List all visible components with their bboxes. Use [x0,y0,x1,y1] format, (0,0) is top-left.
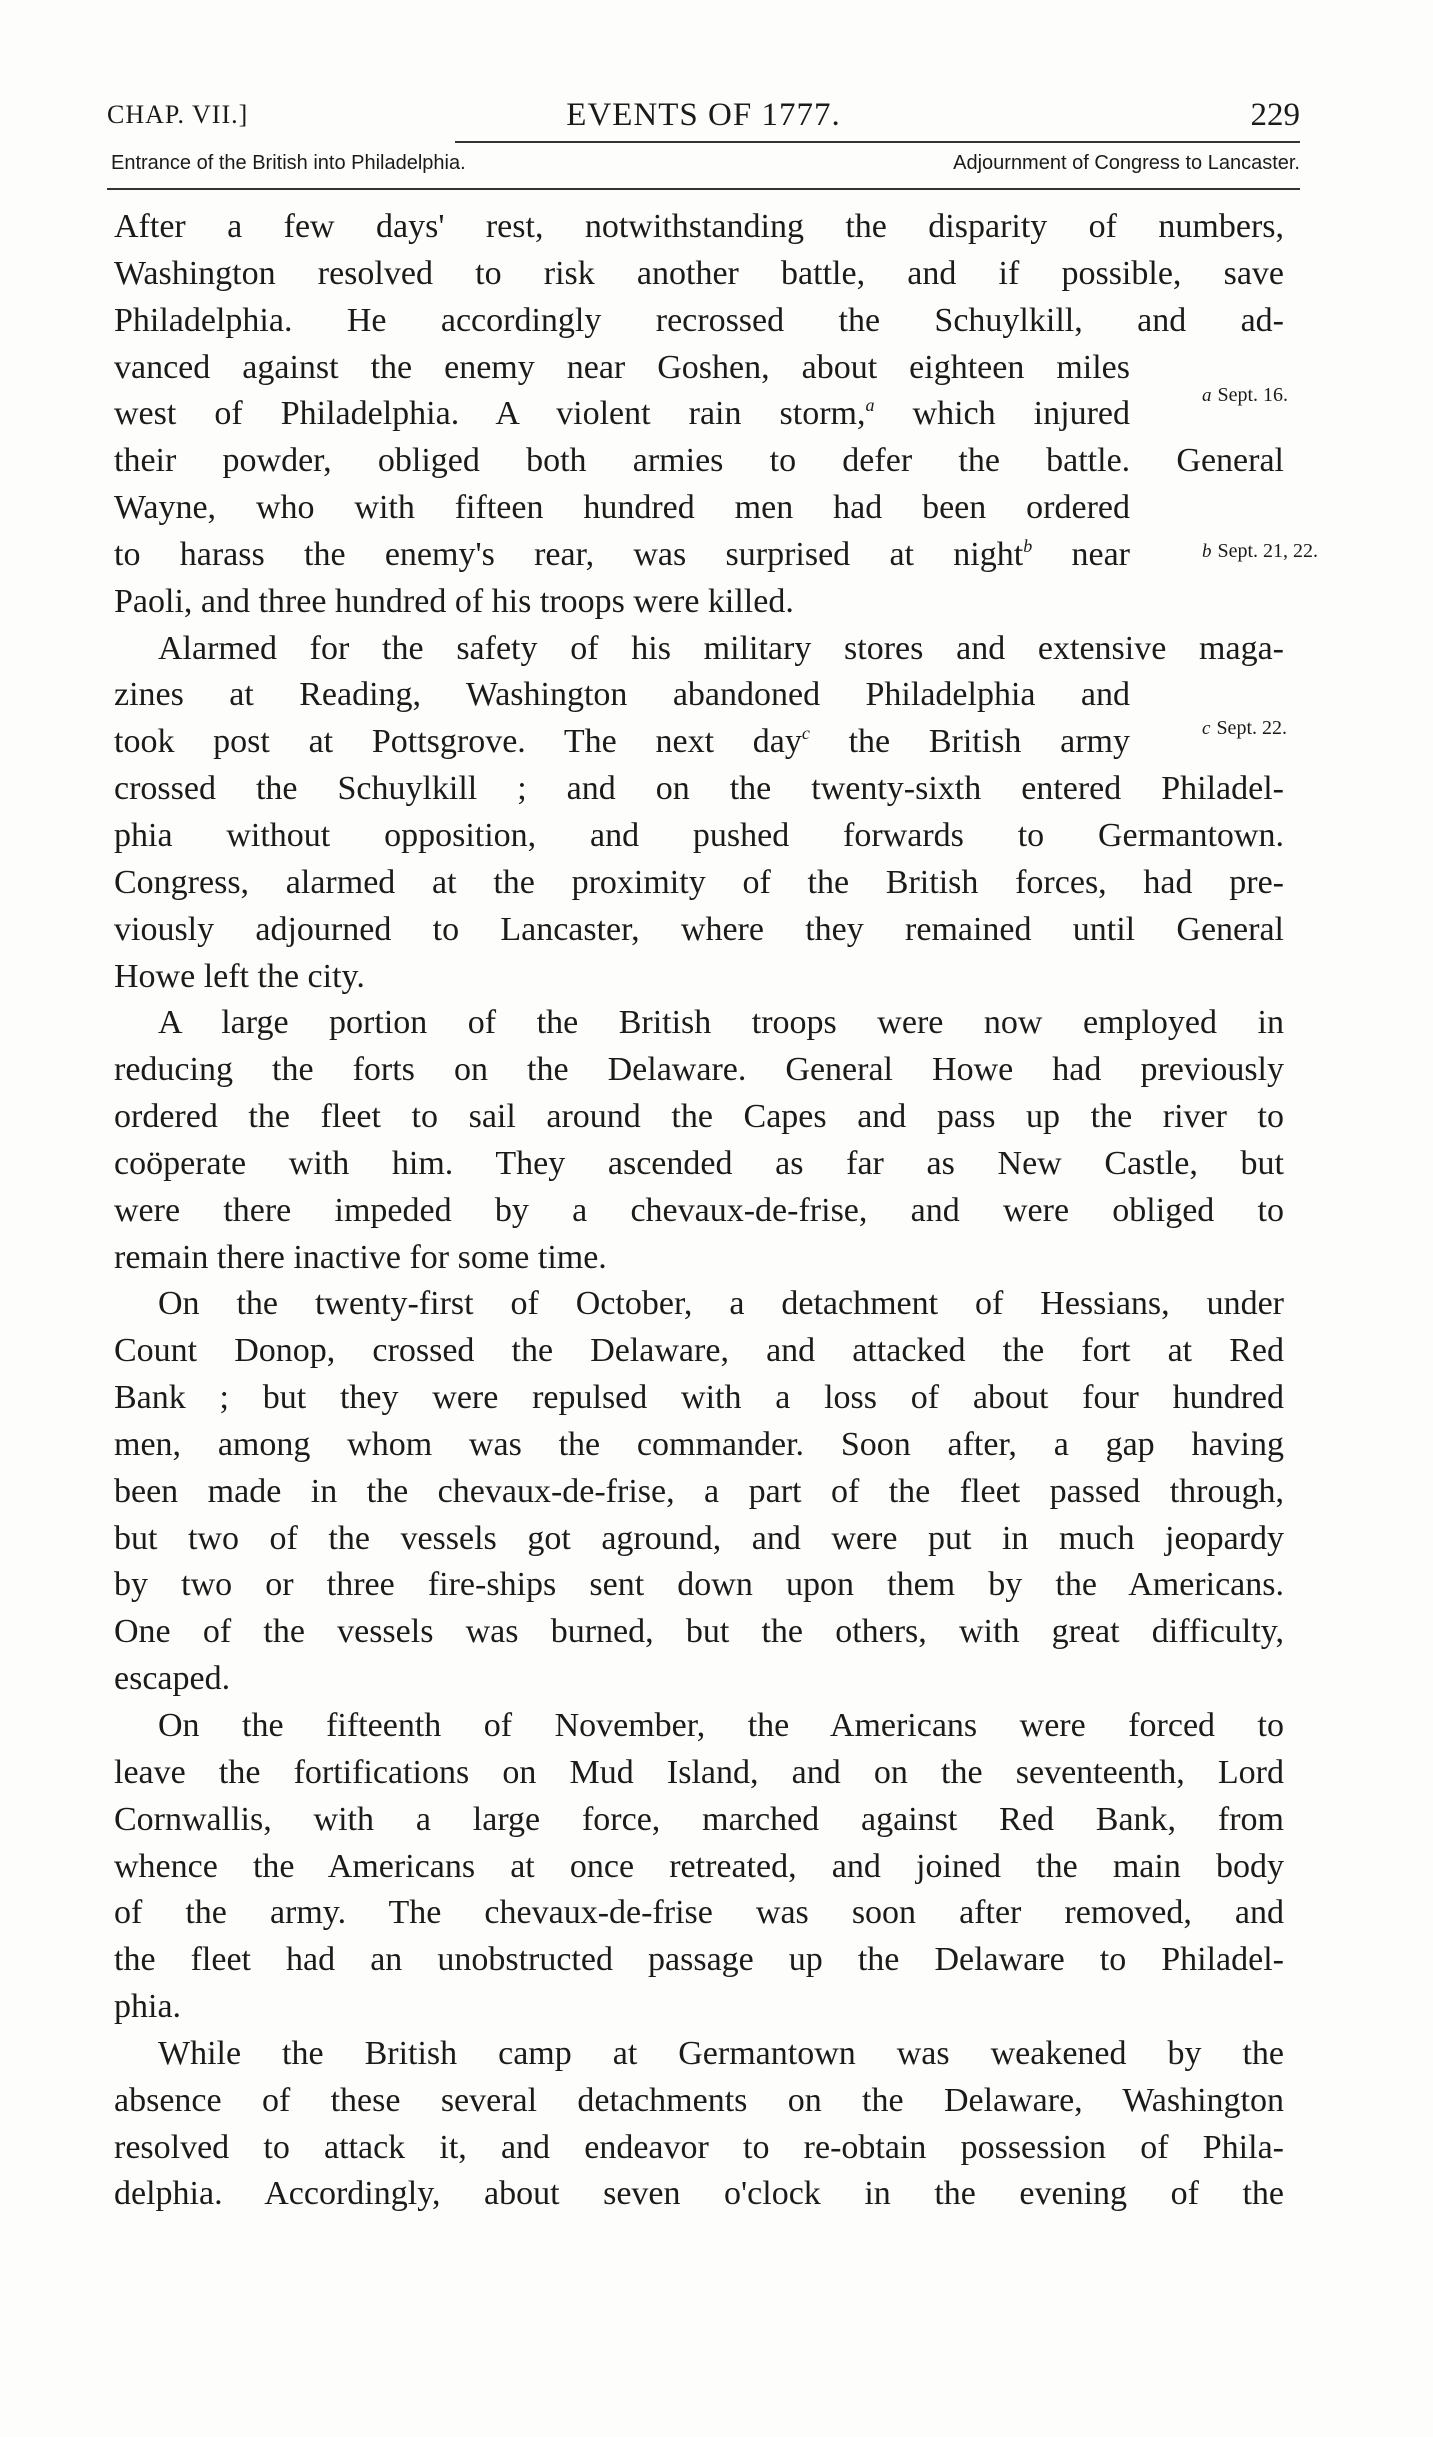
margin-note-a [1202,384,1288,407]
text-line: absence of these several detachments on the Delaware, Washington [114,2081,1284,2119]
text-line: zines at Reading, Washington abandoned Philadelphia and [114,676,1130,714]
margin-note-text: Sept. 21, 22. [1217,540,1319,562]
margin-note-mark: b [1202,541,1212,562]
footnote-mark: a [865,395,875,416]
text-line: west of Philadelphia. A violent rain storm,$^a$ which injured [114,395,1130,433]
text-line: resolved to attack it, and endeavor to re-obtain possession of Phila- [114,2128,1284,2166]
text-line: Bank ; but they were repulsed with a loss of about four hundred [114,1379,1284,1417]
text-line: One of the vessels was burned, but the others, with great difficulty, [114,1613,1284,1651]
text-line: crossed the Schuylkill ; and on the twenty-sixth entered Philadel- [114,770,1284,808]
text-line: phia. [114,1988,182,2026]
text-line: On the twenty-first of October, a detachment of Hessians, under [158,1285,1284,1323]
text-line: whence the Americans at once retreated, and joined the main body [114,1847,1284,1885]
text-line: remain there inactive for some time. [114,1238,607,1276]
text-line: vanced against the enemy near Goshen, about eighteen miles [114,348,1130,386]
text-line: the fleet had an unobstructed passage up the Delaware to Philadel- [114,1941,1284,1979]
top-rule [455,141,1300,143]
text-line: escaped. [114,1660,231,1698]
page-title: EVENTS OF 1777. [566,97,841,133]
text-line: Wayne, who with fifteen hundred men had been ordered [114,489,1130,527]
text-line: Washington resolved to risk another battle, and if possible, save [114,254,1284,292]
text-line: After a few days' rest, notwithstanding the disparity of numbers, [114,208,1284,245]
text-line: A large portion of the British troops were now employed in [158,1004,1284,1042]
text-line: While the British camp at Germantown was weakened by the [158,2034,1284,2072]
margin-note-mark: a [1202,385,1212,406]
text-line: Cornwallis, with a large force, marched against Red Bank, from [114,1800,1284,1838]
text-line: took post at Pottsgrove. The next day$^c$ the British army [114,723,1131,761]
body-text [114,204,1284,2218]
running-head [107,95,1300,135]
text-line: by two or three fire-ships sent down upon them by the Americans. [114,1566,1284,1604]
text-line: phia without opposition, and pushed forwards to Germantown. [114,816,1284,854]
text-line: ordered the fleet to sail around the Capes and pass up the river to [114,1098,1284,1136]
text-line: delphia. Accordingly, about seven o'clock in the evening of the [114,2175,1284,2213]
margin-note-text: Sept. 16. [1217,384,1289,406]
text-line: viously adjourned to Lancaster, where they remained until General [114,910,1284,948]
text-line: Paoli, and three hundred of his troops were killed. [114,582,794,620]
subtitle-right: Adjournment of Congress to Lancaster. [953,152,1300,174]
subtitle-left: Entrance of the British into Philadelphia. [111,152,466,174]
text-line: to harass the enemy's rear, was surprised at night$^b$ near [114,535,1130,573]
text-line: Philadelphia. He accordingly recrossed the Schuylkill, and ad- [114,301,1284,339]
text-line: On the fifteenth of November, the Americans were forced to [158,1707,1284,1744]
text-line: Howe left the city. [114,957,365,995]
margin-note-c [1202,717,1287,740]
text-line: been made in the chevaux-de-frise, a part of the fleet passed through, [114,1472,1284,1510]
text-line: Count Donop, crossed the Delaware, and attacked the fort at Red [114,1332,1284,1370]
text-line: men, among whom was the commander. Soon after, a gap having [114,1425,1284,1463]
text-line: Congress, alarmed at the proximity of the British forces, had pre- [114,863,1284,901]
margin-note-mark: c [1202,718,1211,739]
margin-note-text: Sept. 22. [1216,717,1287,739]
text-line: Alarmed for the safety of his military stores and extensive maga- [158,629,1284,667]
text-line: but two of the vessels got aground, and were put in much jeopardy [114,1519,1284,1557]
text-line: coöperate with him. They ascended as far as New Castle, but [114,1144,1284,1182]
margin-note-b [1202,540,1318,563]
text-line: leave the fortifications on Mud Island, and on the seventeenth, Lord [114,1753,1284,1791]
footnote-mark: c [801,723,810,744]
text-line: reducing the forts on the Delaware. General Howe had previously [114,1051,1284,1089]
text-line: of the army. The chevaux-de-frise was soon after removed, and [114,1894,1284,1932]
text-line: were there impeded by a chevaux-de-frise, and were obliged to [114,1191,1284,1229]
subtitle-bar [107,152,1300,180]
text-line: their powder, obliged both armies to defer the battle. General [114,442,1284,480]
page-number: 229 [1250,97,1300,133]
header-rule [107,188,1300,190]
chapter-label: CHAP. VII.] [107,100,249,129]
footnote-mark: b [1023,535,1033,556]
